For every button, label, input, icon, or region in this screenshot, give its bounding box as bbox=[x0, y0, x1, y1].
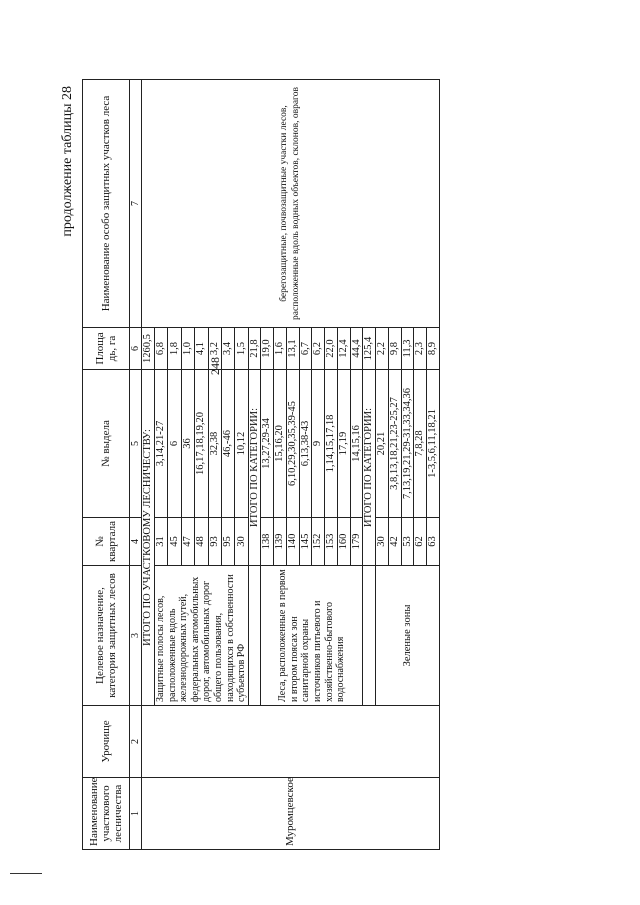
quarter-cell: 95 bbox=[221, 518, 234, 566]
area-cell: 11,3 bbox=[401, 328, 414, 370]
area-cell: 1,8 bbox=[168, 328, 181, 370]
quarter-cell: 153 bbox=[325, 518, 338, 566]
locality-name: Муромцевское bbox=[284, 777, 297, 846]
category-3-label: Зеленые зоны bbox=[376, 566, 440, 706]
allotment-cell: 1,14,15,17,18 bbox=[325, 370, 338, 518]
col-number: 7 bbox=[130, 80, 142, 328]
header-allotment: № выдела bbox=[83, 370, 130, 518]
allotment-cell: 3,14,21-27 bbox=[154, 370, 167, 518]
quarter-cell: 48 bbox=[195, 518, 208, 566]
col-number: 3 bbox=[130, 566, 142, 706]
allotment-cell: 46,-46 bbox=[221, 370, 234, 518]
oz-purpose-text: берегозащитные, почвозащитные участки лесов, расположенные вдоль водных объектов, склонов, оврагов bbox=[279, 87, 301, 320]
quarter-cell: 138 bbox=[261, 518, 274, 566]
header-oz-name: Наименование особо защитных участков леса bbox=[83, 80, 130, 328]
area-cell: 1,0 bbox=[181, 328, 194, 370]
page-edge-dash bbox=[10, 873, 42, 874]
locality-total-row bbox=[142, 80, 155, 850]
header-quarter: № квартала bbox=[83, 518, 130, 566]
allotment-cell: 7,13,19,21,29-31,33,34,36 bbox=[401, 370, 414, 518]
area-cell: 1,5 bbox=[235, 328, 248, 370]
table-header-row bbox=[83, 80, 130, 850]
area-cell: 2,3 bbox=[414, 328, 427, 370]
category-1-label: Защитные полосы лесов, расположенные вдоль железнодорожных путей, федеральных автомобильных дорог, автомобильных дорог общего пользования, находящихся в собственности субъектов РФ bbox=[154, 566, 248, 706]
quarter-cell: 139 bbox=[274, 518, 287, 566]
quarter-cell: 160 bbox=[337, 518, 350, 566]
area-cell: 3,4 bbox=[221, 328, 234, 370]
col-number: 1 bbox=[130, 778, 142, 850]
allotment-cell: 10,12 bbox=[235, 370, 248, 518]
tract-cell bbox=[142, 706, 440, 778]
category-1-total-area: 21,8 bbox=[248, 328, 261, 370]
quarter-cell: 179 bbox=[350, 518, 363, 566]
area-cell: 19,0 bbox=[261, 328, 274, 370]
allotment-cell: 7,8,28 bbox=[414, 370, 427, 518]
allotment-cell: 15,16,20 bbox=[274, 370, 287, 518]
empty-cell bbox=[248, 566, 261, 706]
col-number: 5 bbox=[130, 370, 142, 518]
quarter-cell: 31 bbox=[154, 518, 167, 566]
rotated-table-page bbox=[60, 80, 500, 850]
quarter-cell: 53 bbox=[401, 518, 414, 566]
col-number: 4 bbox=[130, 518, 142, 566]
allotment-cell: 6,10,29,30,35,39-45 bbox=[286, 370, 299, 518]
header-purpose: Целевое назначение, категория защитных лесов bbox=[83, 566, 130, 706]
quarter-cell: 93 bbox=[208, 518, 221, 566]
category-1-total-label: ИТОГО ПО КАТЕГОРИИ: bbox=[248, 370, 261, 566]
column-number-row bbox=[130, 80, 142, 850]
area-cell: 4,1 bbox=[195, 328, 208, 370]
allotment-cell: 16,17,18,19,20 bbox=[195, 370, 208, 518]
empty-cell bbox=[363, 566, 376, 706]
forest-table bbox=[82, 79, 440, 850]
quarter-cell: 140 bbox=[286, 518, 299, 566]
allotment-cell: 32,38 bbox=[208, 370, 221, 518]
quarter-cell: 30 bbox=[376, 518, 389, 566]
category-2-total-area: 125,4 bbox=[363, 328, 376, 370]
allotment-cell: 6 bbox=[168, 370, 181, 518]
quarter-cell: 42 bbox=[388, 518, 401, 566]
locality-total-label: ИТОГО ПО УЧАСТКОВОМУ ЛЕСНИЧЕСТВУ: bbox=[142, 370, 155, 706]
area-cell: 3,2 bbox=[208, 328, 221, 370]
col-number: 6 bbox=[130, 328, 142, 370]
quarter-cell: 145 bbox=[299, 518, 312, 566]
quarter-cell: 62 bbox=[414, 518, 427, 566]
allotment-cell: 36 bbox=[181, 370, 194, 518]
header-area: Площа дь, га bbox=[83, 328, 130, 370]
category-2-total-label: ИТОГО ПО КАТЕГОРИИ: bbox=[363, 370, 376, 566]
quarter-cell: 30 bbox=[235, 518, 248, 566]
allotment-cell: 3,8,13,18,21,23-25,27 bbox=[388, 370, 401, 518]
area-cell: 6,7 bbox=[299, 328, 312, 370]
locality-total-area: 1260,5 bbox=[142, 328, 155, 370]
area-cell: 13,1 bbox=[286, 328, 299, 370]
table-continuation-caption: продолжение таблицы 28 bbox=[60, 86, 75, 237]
area-cell: 8,9 bbox=[427, 328, 440, 370]
area-cell: 44,4 bbox=[350, 328, 363, 370]
allotment-cell: 14,15,16 bbox=[350, 370, 363, 518]
area-cell: 9,8 bbox=[388, 328, 401, 370]
area-cell: 2,2 bbox=[376, 328, 389, 370]
area-cell: 1,6 bbox=[274, 328, 287, 370]
allotment-cell: 6,13,38-43 bbox=[299, 370, 312, 518]
category-2-label: Леса, расположенные в первом и втором поясах зон санитарной охраны источников питьевого и хозяйственно-бытового водоснабжения bbox=[261, 566, 363, 706]
header-tract: Урочище bbox=[83, 706, 130, 778]
area-cell: 12,4 bbox=[337, 328, 350, 370]
locality-name-cell bbox=[142, 778, 440, 850]
quarter-cell: 152 bbox=[312, 518, 325, 566]
quarter-cell: 63 bbox=[427, 518, 440, 566]
allotment-cell: 17,19 bbox=[337, 370, 350, 518]
area-cell: 22,0 bbox=[325, 328, 338, 370]
col-number: 2 bbox=[130, 706, 142, 778]
header-locality: Наименование участкового лесничества bbox=[83, 778, 130, 850]
allotment-cell: 20,21 bbox=[376, 370, 389, 518]
area-cell: 6,2 bbox=[312, 328, 325, 370]
quarter-cell: 47 bbox=[181, 518, 194, 566]
allotment-cell: 13,27,29-34 bbox=[261, 370, 274, 518]
oz-purpose-cell bbox=[142, 80, 440, 328]
area-cell: 6,8 bbox=[154, 328, 167, 370]
quarter-cell: 45 bbox=[168, 518, 181, 566]
page-number: 248 bbox=[208, 357, 222, 375]
allotment-cell: 1-3,5,6,11,18,21 bbox=[427, 370, 440, 518]
allotment-cell: 9 bbox=[312, 370, 325, 518]
